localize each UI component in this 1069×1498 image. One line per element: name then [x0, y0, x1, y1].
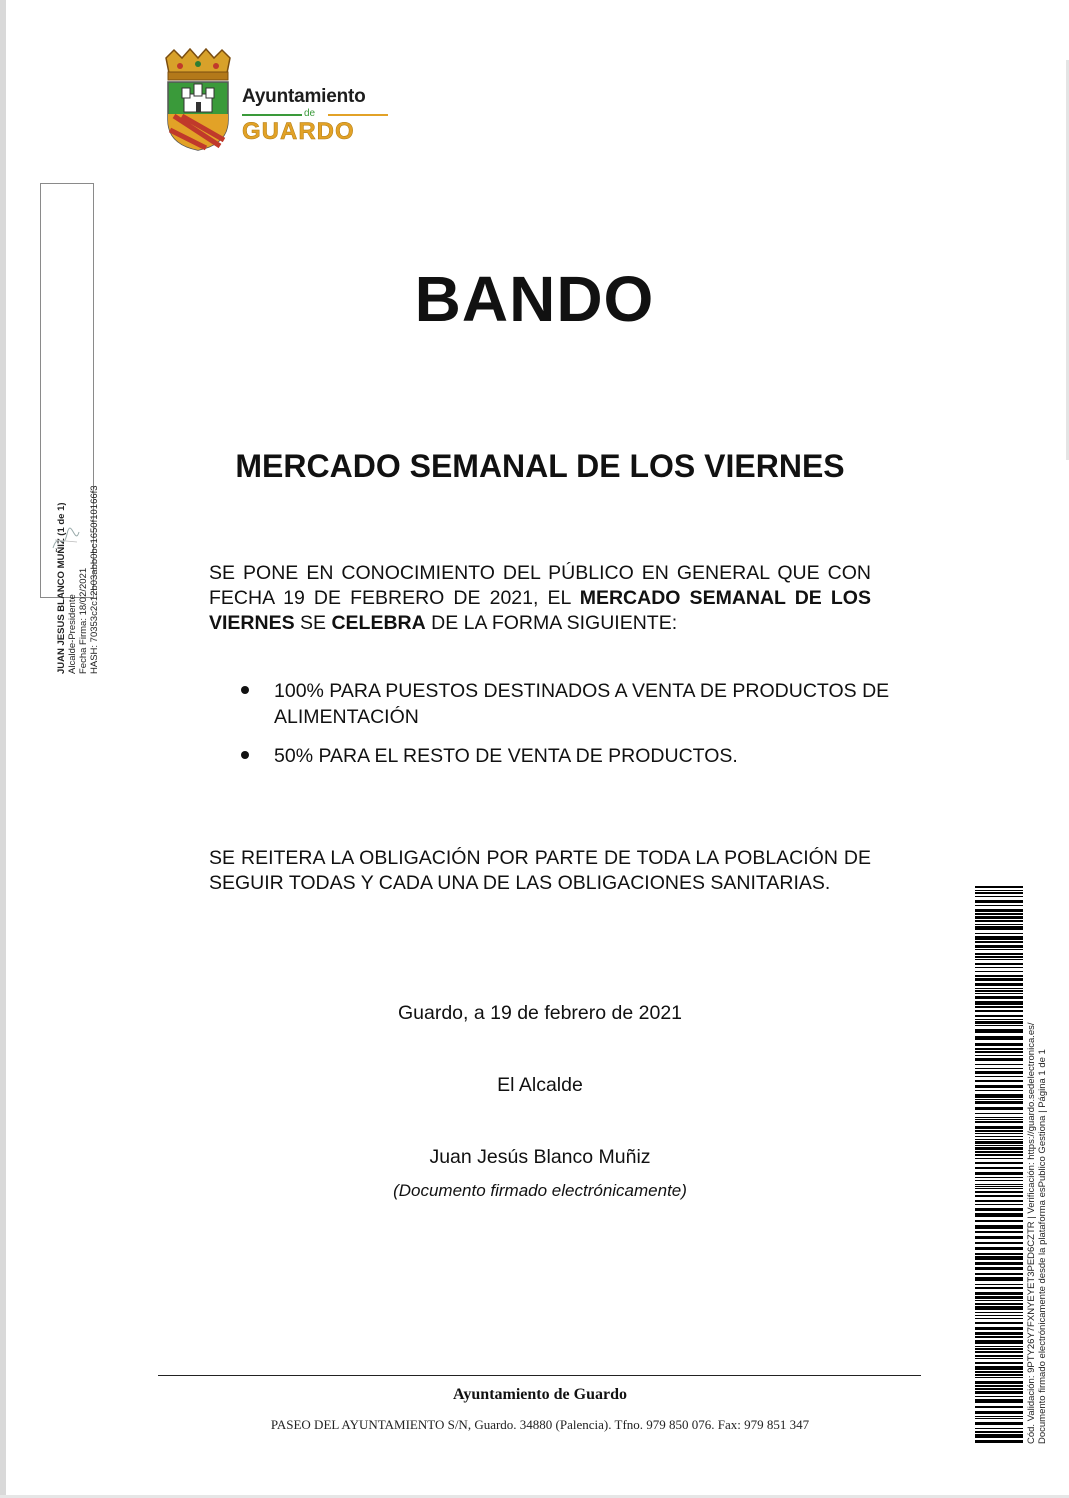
stamp-signer: JUAN JESUS BLANCO MUÑIZ (1 de 1) [56, 502, 67, 674]
bullet-dot-icon [241, 751, 249, 759]
barcode-bar [975, 1371, 1023, 1373]
signer-role: El Alcalde [497, 1074, 583, 1096]
barcode-bar [975, 1172, 1023, 1175]
logo-wordmark [242, 86, 402, 146]
barcode-bar [975, 1117, 1023, 1118]
barcode-bar [975, 1184, 1023, 1185]
document-subtitle: MERCADO SEMANAL DE LOS VIERNES [235, 448, 845, 484]
barcode-bar [975, 1090, 1023, 1091]
barcode-bar [975, 1145, 1023, 1146]
barcode-bar [975, 1113, 1023, 1114]
barcode-bar [975, 905, 1023, 906]
barcode-bar [975, 1358, 1023, 1359]
electronic-signature-note: (Documento firmado electrónicamente) [393, 1181, 687, 1200]
barcode-bar [975, 1381, 1023, 1384]
barcode-bar [975, 900, 1023, 903]
barcode-bar [975, 1422, 1023, 1425]
barcode-bar [975, 1332, 1023, 1335]
barcode-bar [975, 1322, 1023, 1324]
barcode-bar [975, 945, 1023, 948]
barcode-bar [975, 1391, 1023, 1394]
logo-line-de: de [304, 108, 316, 119]
barcode-bar [975, 1292, 1023, 1295]
barcode-bar [975, 892, 1023, 894]
document-title: BANDO [414, 263, 655, 335]
barcode-bar [975, 1428, 1023, 1429]
barcode-bar [975, 990, 1023, 992]
barcode-bar [975, 1180, 1023, 1181]
barcode-bar [975, 1071, 1023, 1074]
barcode-bar [975, 1220, 1023, 1222]
logo-divider [242, 109, 388, 121]
barcode-bar [975, 1186, 1023, 1187]
stamp-hash: HASH: 70353c2c12b03abb0bc1650f10166f3 [89, 485, 100, 674]
signature-stamp-box [40, 183, 100, 674]
barcode-bar [975, 1267, 1023, 1270]
p1-text-1: SE PONE EN CONOCIMIENTO DEL PÚBLICO EN GENERAL QUE CON FECHA 19 DE FEBRERO DE 2021, EL [209, 562, 871, 609]
validation-line-1: Cód. Validación: 9PTY26Y7FXNYEYET3PED6CZTR | Verificación: https://guardo.sedelectronica.es/ [1026, 1022, 1037, 1444]
barcode-bar [975, 1416, 1023, 1417]
footer-divider [158, 1375, 921, 1376]
p1-text-2: SE [294, 612, 332, 634]
barcode-bar [975, 1029, 1023, 1033]
validation-line-2: Documento firmado electrónicamente desde la plataforma esPublico Gestiona | Página 1 de 1 [1037, 1049, 1048, 1444]
barcode-bar [975, 1336, 1023, 1338]
barcode-bar [975, 1076, 1023, 1077]
barcode-bar [975, 1247, 1023, 1250]
handwritten-signature-icon [49, 524, 83, 554]
barcode-bar [975, 1154, 1023, 1156]
barcode-bar [975, 1147, 1023, 1150]
municipal-logo [160, 48, 400, 152]
barcode-bar [975, 1411, 1023, 1414]
barcode-bar [975, 1385, 1023, 1387]
barcode-bar [975, 913, 1023, 915]
barcode-bar [975, 1318, 1023, 1319]
barcode-bar [975, 1388, 1023, 1390]
barcode-bar [975, 1355, 1023, 1357]
barcode-bar [975, 1094, 1023, 1098]
barcode-bar [975, 1188, 1023, 1189]
barcode-bar [975, 1021, 1023, 1024]
barcode-bar [975, 1440, 1023, 1443]
barcode-bar [975, 1296, 1023, 1299]
place-date: Guardo, a 19 de febrero de 2021 [397, 1002, 683, 1024]
barcode-bar [975, 1200, 1023, 1202]
barcode-bar [975, 1080, 1023, 1082]
barcode-bar [975, 1099, 1023, 1100]
stamp-date: Fecha Firma: 18/02/2021 [78, 567, 89, 674]
list-item [240, 678, 930, 730]
barcode-bar [975, 1204, 1023, 1205]
barcode-bar [975, 1191, 1023, 1193]
barcode-bar [975, 1418, 1023, 1419]
barcode-bar [975, 1340, 1023, 1344]
barcode-bar [975, 1327, 1023, 1330]
barcode-bar [975, 1141, 1023, 1144]
barcode-bar [975, 959, 1023, 960]
barcode-bar [975, 1107, 1023, 1110]
barcode-bar [975, 1213, 1023, 1217]
barcode-bar [975, 967, 1023, 968]
barcode-bar [975, 886, 1023, 888]
barcode-bar [975, 1025, 1023, 1026]
barcode-bar [975, 1195, 1023, 1197]
barcode-bar [975, 1406, 1023, 1408]
barcode-bar [975, 1058, 1023, 1061]
barcode-bar [975, 1158, 1023, 1159]
barcode-bar [975, 963, 1023, 965]
list-item [240, 743, 930, 769]
barcode-bar [975, 1236, 1023, 1239]
barcode-bar [975, 1303, 1023, 1305]
barcode-bar [975, 1151, 1023, 1153]
barcode-bar [975, 1085, 1023, 1088]
barcode-bar [975, 1277, 1023, 1281]
stamp-role: Alcalde-Presidente [67, 594, 78, 674]
barcode-bar [975, 1396, 1023, 1397]
barcode-bar [975, 971, 1023, 972]
list-item-text: 100% PARA PUESTOS DESTINADOS A VENTA DE PRODUCTOS DE ALIMENTACIÓN [274, 680, 890, 728]
barcode-bar [975, 1015, 1023, 1017]
barcode-bar [975, 1130, 1023, 1132]
barcode-bar [975, 1121, 1023, 1123]
barcode-bar [975, 1306, 1023, 1310]
barcode-bar [975, 1346, 1023, 1347]
barcode-bar [975, 1036, 1023, 1040]
barcode-bar [975, 1010, 1023, 1012]
barcode-bar [975, 1431, 1023, 1433]
barcode-bar [975, 1068, 1023, 1069]
barcode-bar [975, 1377, 1023, 1378]
barcode-bar [975, 1262, 1023, 1265]
barcode-bar [975, 1133, 1023, 1134]
barcode-bar [975, 1139, 1023, 1140]
barcode-bar [975, 1273, 1023, 1275]
barcode-bar [975, 926, 1023, 930]
barcode-bar [975, 1048, 1023, 1050]
barcode-bar [975, 1136, 1023, 1137]
validation-barcode [975, 886, 1023, 1444]
barcode-bar [975, 1399, 1023, 1403]
barcode-bar [975, 920, 1023, 922]
barcode-bar [975, 896, 1023, 897]
barcode-bar [975, 983, 1023, 986]
barcode-bar [975, 1348, 1023, 1350]
p1-bold-celebra: CELEBRA [331, 612, 426, 634]
validation-text [1026, 944, 1048, 1444]
barcode-bar [975, 1177, 1023, 1178]
barcode-bar [975, 890, 1023, 891]
reminder-paragraph: SE REITERA LA OBLIGACIÓN POR PARTE DE TODA LA POBLACIÓN DE SEGUIR TODAS Y CADA UNA DE LAS OBLIGACIONES SANITARIAS. [209, 847, 871, 894]
barcode-bar [975, 933, 1023, 934]
barcode-bar [975, 909, 1023, 912]
page-left-edge [0, 0, 6, 1498]
barcode-bar [975, 1119, 1023, 1120]
signer-name: Juan Jesús Blanco Muñiz [429, 1146, 651, 1168]
barcode-bar [975, 978, 1023, 981]
barcode-bar [975, 1434, 1023, 1438]
barcode-bar [975, 975, 1023, 977]
barcode-bar [975, 1351, 1023, 1353]
barcode-bar [975, 1312, 1023, 1313]
barcode-bar [975, 1001, 1023, 1005]
barcode-bar [975, 1366, 1023, 1370]
logo-line-guardo: GUARDO [242, 118, 355, 145]
footer-address: PASEO DEL AYUNTAMIENTO S/N, Guardo. 34880 (Palencia). Tfno. 979 850 076. Fax: 979 851 347 [270, 1417, 810, 1432]
p1-bold-market: MERCADO SEMANAL DE LOS VIERNES [209, 587, 871, 634]
barcode-bar [975, 1051, 1023, 1053]
list-item-text: 50% PARA EL RESTO DE VENTA DE PRODUCTOS. [274, 745, 738, 767]
barcode-bar [975, 1284, 1023, 1285]
barcode-bar [975, 936, 1023, 940]
barcode-bar [975, 1167, 1023, 1169]
barcode-bar [975, 1225, 1023, 1229]
barcode-bar [975, 988, 1023, 989]
barcode-bar [975, 1256, 1023, 1260]
announcement-paragraph [209, 561, 871, 636]
barcode-bar [975, 956, 1023, 958]
barcode-bar [975, 1253, 1023, 1255]
barcode-bar [975, 996, 1023, 999]
barcode-bar [975, 1162, 1023, 1164]
barcode-bar [975, 1043, 1023, 1046]
barcode-bar [975, 1208, 1023, 1211]
bullet-dot-icon [241, 686, 249, 694]
barcode-bar [975, 1126, 1023, 1129]
barcode-bar [975, 1064, 1023, 1065]
barcode-bar [975, 941, 1023, 943]
coat-of-arms-icon [160, 48, 236, 152]
barcode-bar [975, 1101, 1023, 1104]
barcode-bar [975, 949, 1023, 950]
barcode-bar [975, 1019, 1023, 1020]
logo-line-ayuntamiento: Ayuntamiento [242, 86, 366, 107]
p1-text-3: DE LA FORMA SIGUIENTE: [425, 612, 678, 634]
barcode-bar [975, 1006, 1023, 1008]
barcode-bar [975, 1287, 1023, 1289]
barcode-bar [975, 1300, 1023, 1301]
bullet-list [240, 678, 930, 782]
barcode-bar [975, 924, 1023, 925]
barcode-bar [975, 1362, 1023, 1364]
barcode-bar [975, 1315, 1023, 1316]
barcode-bar [975, 993, 1023, 994]
barcode-bar [975, 1231, 1023, 1233]
barcode-bar [975, 916, 1023, 919]
barcode-bar [975, 1055, 1023, 1056]
barcode-bar [975, 1242, 1023, 1244]
footer-organization: Ayuntamiento de Guardo [453, 1386, 627, 1403]
barcode-bar [975, 953, 1023, 955]
barcode-bar [975, 1374, 1023, 1376]
